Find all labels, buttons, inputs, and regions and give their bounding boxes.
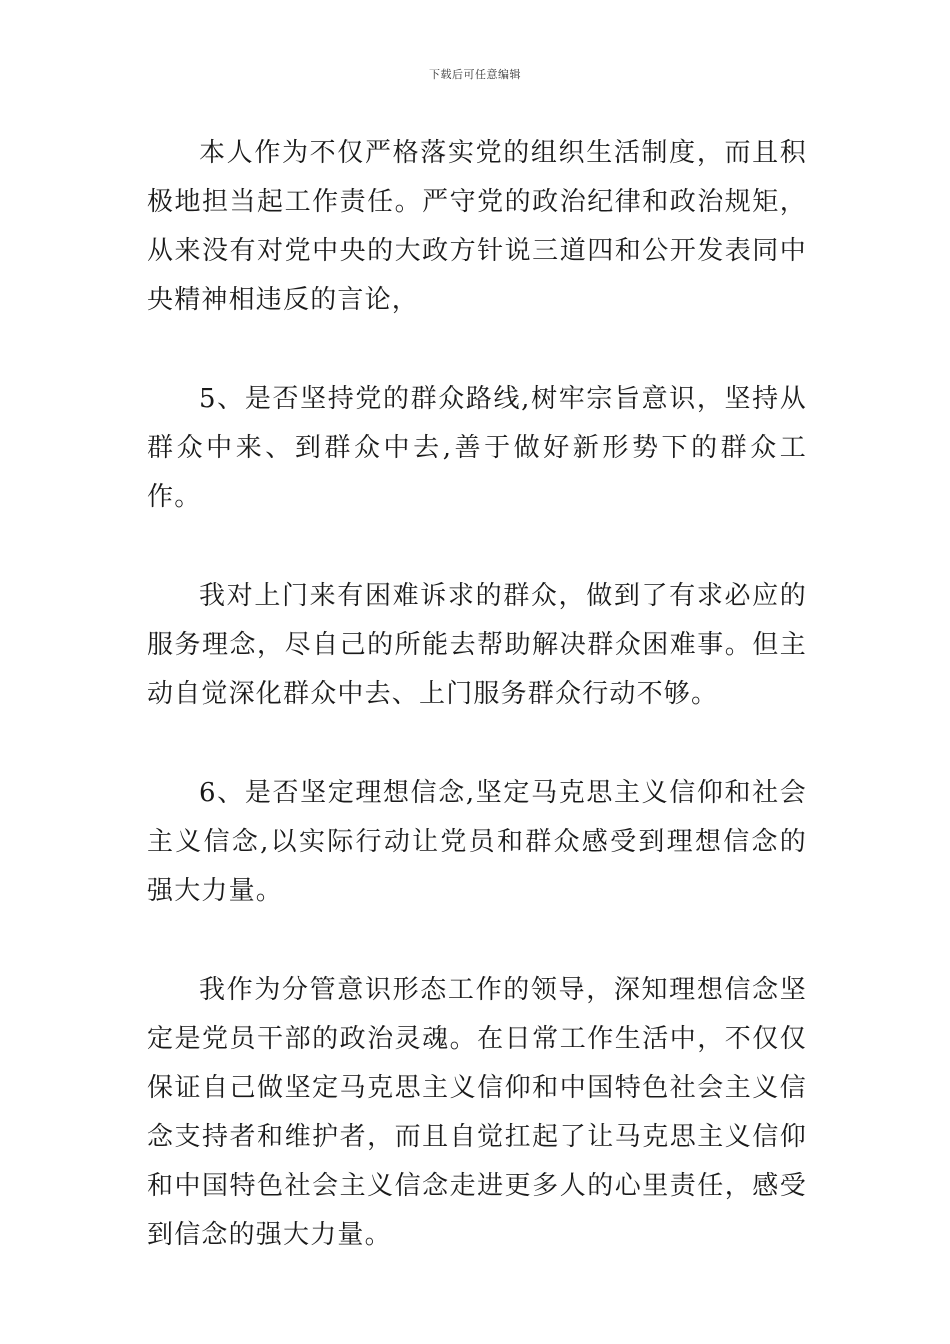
document-body [147, 129, 807, 1260]
paragraph-spacer [147, 916, 807, 966]
question-6: 6、是否坚定理想信念,坚定马克思主义信仰和社会主义信念,以实际行动让党员和群众感受到理想信念的强大力量。 [147, 778, 807, 906]
question-5: 5、是否坚持党的群众路线,树牢宗旨意识，坚持从群众中来、到群众中去,善于做好新形势下的群众工作。 [147, 384, 807, 512]
paragraph-mass-work: 我对上门来有困难诉求的群众，做到了有求必应的服务理念，尽自己的所能去帮助解决群众困难事。但主动自觉深化群众中去、上门服务群众行动不够。 [147, 581, 807, 709]
paragraph-responsibility: 本人作为不仅严格落实党的组织生活制度，而且积极地担当起工作责任。严守党的政治纪律和政治规矩，从来没有对党中央的大政方针说三道四和公开发表同中央精神相违反的言论， [147, 138, 807, 315]
paragraph-spacer [147, 719, 807, 769]
page-header: 下载后可任意编辑 [429, 68, 521, 81]
paragraph-spacer [147, 325, 807, 375]
paragraph-ideals: 我作为分管意识形态工作的领导，深知理想信念坚定是党员干部的政治灵魂。在日常工作生活中，不仅仅保证自己做坚定马克思主义信仰和中国特色社会主义信念支持者和维护者，而且自觉扛起了让马克思主义信仰和中国特色社会主义信念走进更多人的心里责任，感受到信念的强大力量。 [147, 975, 807, 1250]
paragraph-spacer [147, 522, 807, 572]
